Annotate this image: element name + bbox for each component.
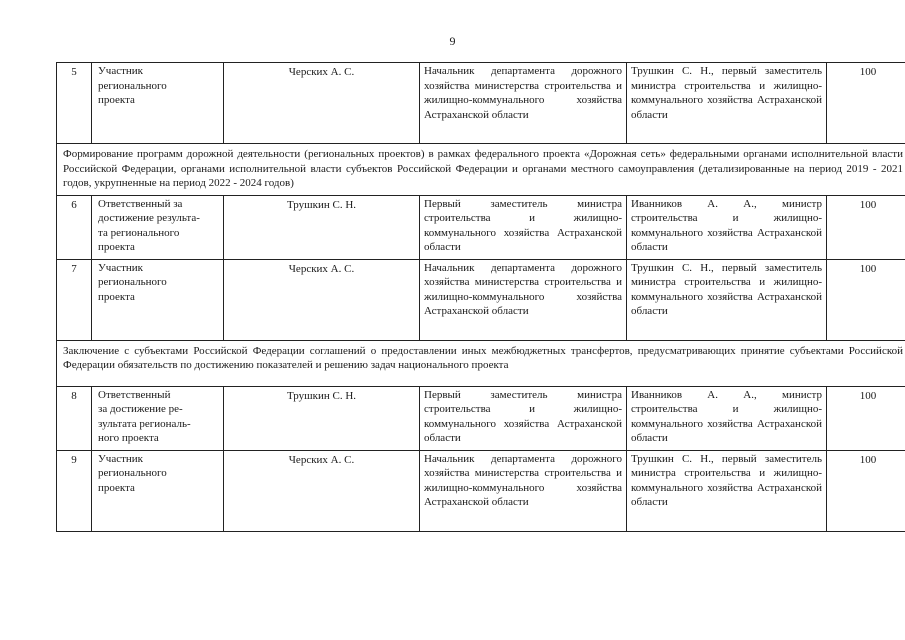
percent-cell: 100 [827,386,905,450]
person-cell: Трушкин С. Н. [224,195,420,259]
role-text: Ответственный за достижение результа- та регионального проекта [98,197,200,253]
percent-cell: 100 [827,259,905,340]
role-cell [92,450,224,531]
section-row [57,144,905,196]
supervisor-cell: Иванников А. А., министр строительства и жилищно-коммунального хозяйства Астраханской области [627,386,827,450]
supervisor-cell: Иванников А. А., министр строительства и жилищно-коммунального хозяйства Астраханской области [627,195,827,259]
supervisor-cell: Трушкин С. Н., первый заместитель министра строительства и жилищно-коммунального хозяйства Астраханской области [627,259,827,340]
row-number: 8 [57,386,92,450]
role-text: Участник регионального проекта [98,65,167,106]
role-text: Участник регионального проекта [98,452,167,494]
role-cell [92,259,224,340]
role-text: Участник регионального проекта [98,261,167,303]
supervisor-cell: Трушкин С. Н., первый заместитель министра строительства и жилищно-коммунального хозяйства Астраханской области [627,450,827,531]
supervisor-cell: Трушкин С. Н., первый заместитель министра строительства и жилищно-коммунального хозяйства Астраханской области [627,63,827,144]
percent-cell: 100 [827,63,905,144]
table-row [57,386,905,450]
role-cell [92,63,224,144]
person-cell: Черских А. С. [224,450,420,531]
role-cell [92,195,224,259]
section-heading: Формирование программ дорожной деятельности (региональных проектов) в рамках федерального проекта «Дорожная сеть» федеральными органами исполнительной власти Российской Федерации, органами исполнительной власти субъектов Российской Федерации и органами местного самоуправления (детализированные на период 2019 - 2021 годов, укрупненные на период 2022 - 2024 годов) [57,144,905,196]
position-cell: Первый заместитель министра строительства и жилищно-коммунального хозяйства Астраханской области [420,386,627,450]
position-cell: Первый заместитель министра строительства и жилищно-коммунального хозяйства Астраханской области [420,195,627,259]
role-text: Ответственный за достижение ре- зультата региональ- ного проекта [98,388,191,444]
page-number: 9 [449,34,456,48]
row-number: 7 [57,259,92,340]
person-cell: Черских А. С. [224,63,420,144]
position-cell: Начальник департамента дорожного хозяйства министерства строительства и жилищно-коммунального хозяйства Астраханской области [420,63,627,144]
role-cell [92,386,224,450]
table-row [57,195,905,259]
section-heading: Заключение с субъектами Российской Федерации соглашений о предоставлении иных межбюджетных трансфертов, предусматривающих принятие субъектами Российской Федерации обязательств по достижению показателей и решению задач национального проекта [57,340,905,386]
percent-cell: 100 [827,450,905,531]
position-cell: Начальник департамента дорожного хозяйства министерства строительства и жилищно-коммунального хозяйства Астраханской области [420,259,627,340]
person-cell: Черских А. С. [224,259,420,340]
person-cell: Трушкин С. Н. [224,386,420,450]
percent-cell: 100 [827,195,905,259]
table-row [57,63,905,144]
table-row [57,450,905,531]
row-number: 5 [57,63,92,144]
responsibility-table [56,62,905,532]
section-row [57,340,905,386]
table-row [57,259,905,340]
row-number: 6 [57,195,92,259]
position-cell: Начальник департамента дорожного хозяйства министерства строительства и жилищно-коммунального хозяйства Астраханской области [420,450,627,531]
row-number: 9 [57,450,92,531]
